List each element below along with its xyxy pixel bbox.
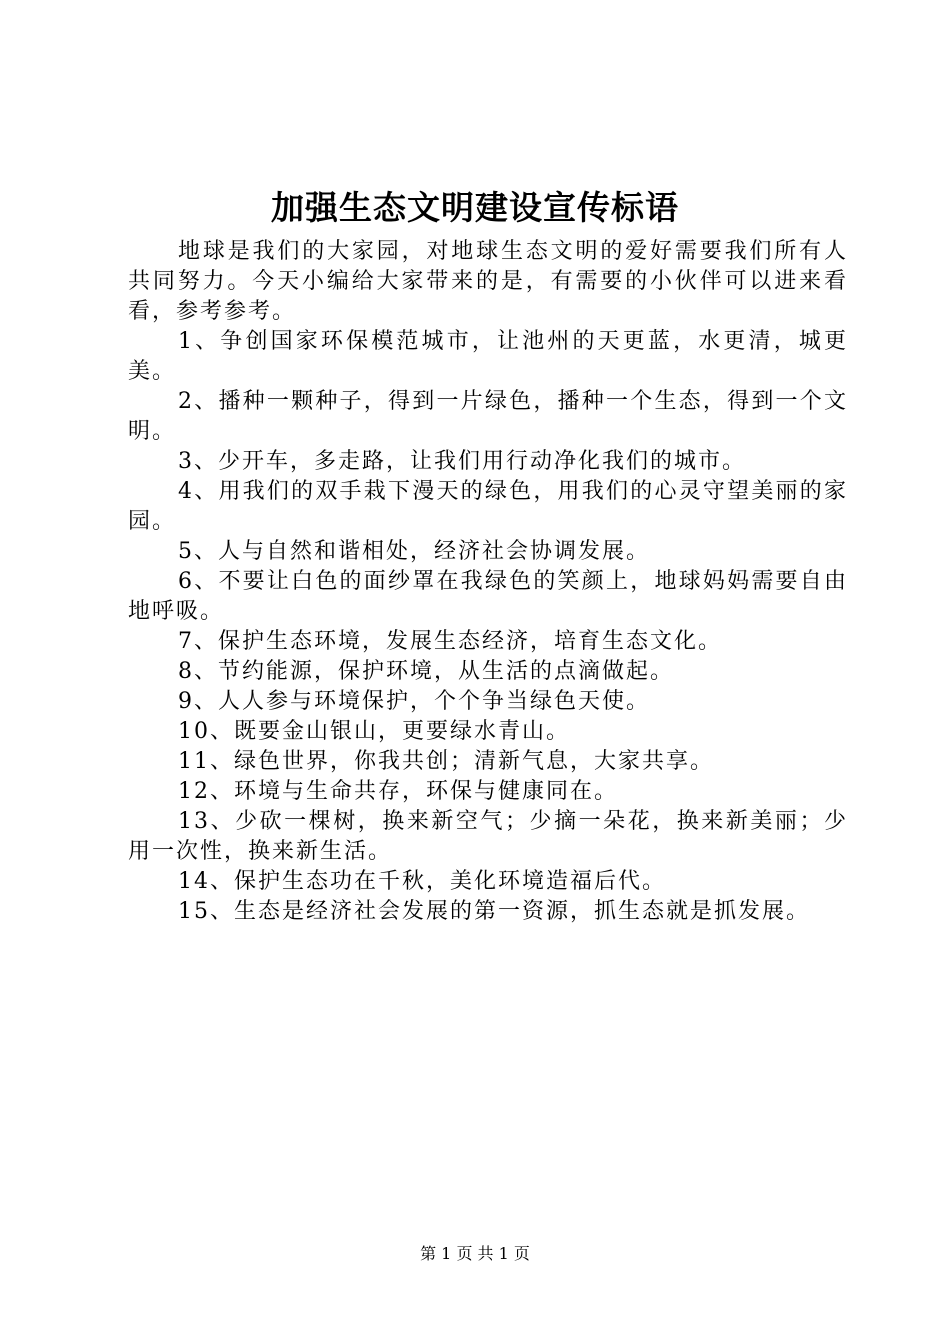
document-body [128,237,848,927]
slogan-item: 2、播种一颗种子，得到一片绿色，播种一个生态，得到一个文明。 [128,389,848,444]
slogan-item: 9、人人参与环境保护，个个争当绿色天使。 [178,689,650,714]
slogan-item: 14、保护生态功在千秋，美化环境造福后代。 [178,869,666,894]
slogan-item: 12、环境与生命共存，环保与健康同在。 [178,779,618,804]
document-title: 加强生态文明建设宣传标语 [271,188,679,227]
slogan-item: 4、用我们的双手栽下漫天的绿色，用我们的心灵守望美丽的家园。 [128,479,848,534]
slogan-item: 11、绿色世界，你我共创；清新气息，大家共享。 [178,749,714,774]
slogan-item: 13、少砍一棵树，换来新空气；少摘一朵花，换来新美丽；少用一次性，换来新生活。 [128,809,848,864]
slogan-item: 7、保护生态环境，发展生态经济，培育生态文化。 [178,629,722,654]
slogan-item: 8、节约能源，保护环境，从生活的点滴做起。 [178,659,674,684]
slogan-item: 10、既要金山银山，更要绿水青山。 [178,719,570,744]
slogan-item: 15、生态是经济社会发展的第一资源，抓生态就是抓发展。 [178,899,810,924]
page-number-footer: 第 1 页 共 1 页 [420,1244,530,1263]
slogan-item: 6、不要让白色的面纱罩在我绿色的笑颜上，地球妈妈需要自由地呼吸。 [128,569,848,624]
slogan-item: 1、争创国家环保模范城市，让池州的天更蓝，水更清，城更美。 [128,329,848,384]
slogan-item: 5、人与自然和谐相处，经济社会协调发展。 [178,539,650,564]
intro-paragraph: 地球是我们的大家园，对地球生态文明的爱好需要我们所有人共同努力。今天小编给大家带来的是，有需要的小伙伴可以进来看看，参考参考。 [128,239,848,324]
slogan-item: 3、少开车，多走路，让我们用行动净化我们的城市。 [178,449,746,474]
